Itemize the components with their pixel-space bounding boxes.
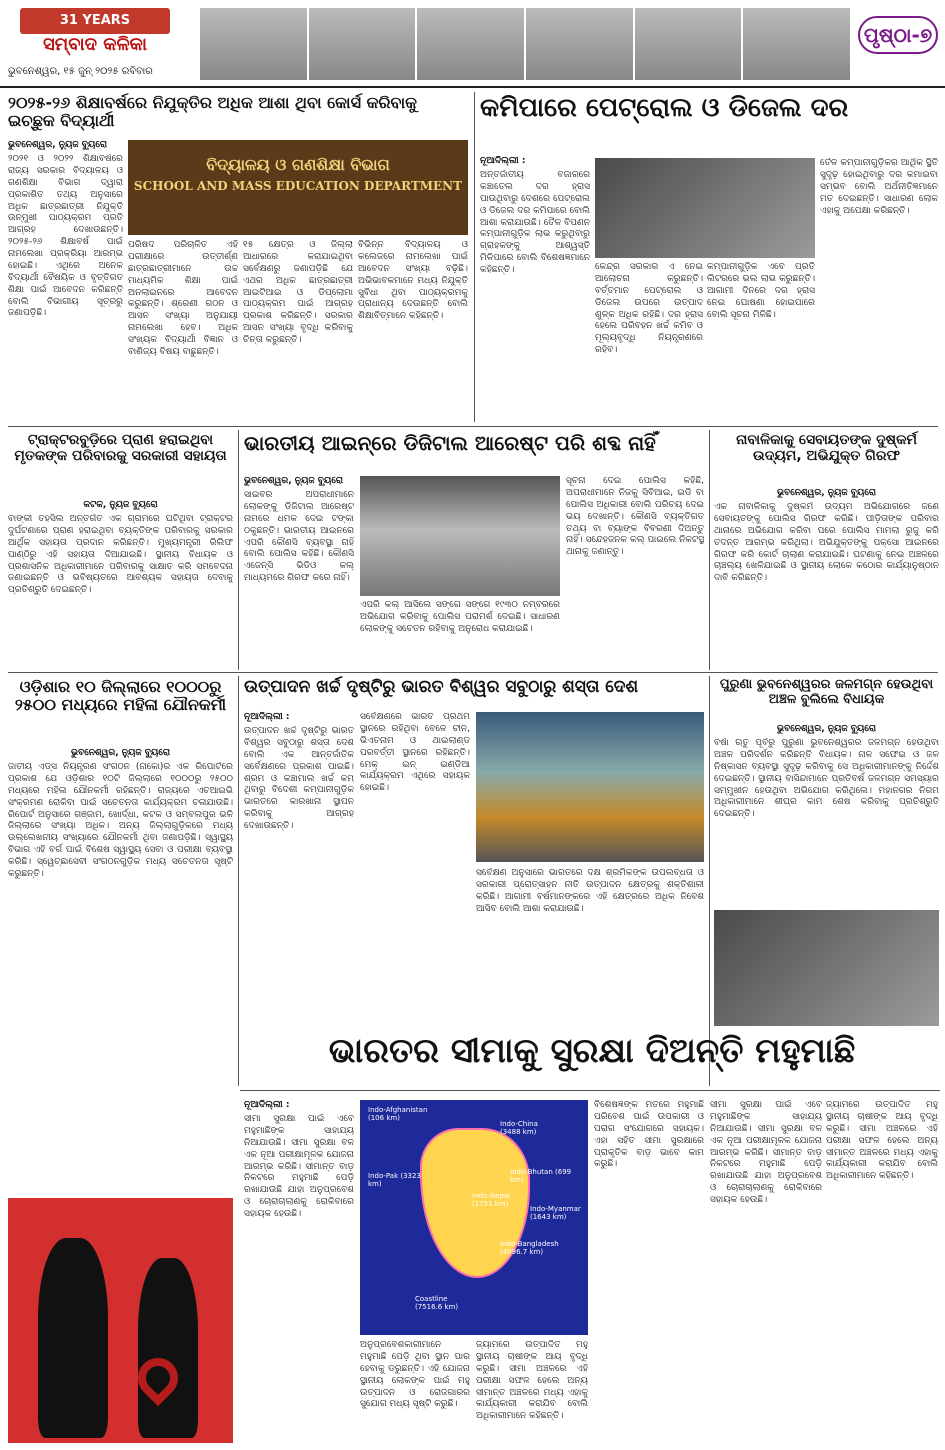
headline-sex-workers: ଓଡ଼ିଶାର ୧୦ ଜିଲ୍ଲାରେ ୧୦୦୦ରୁ ୨୫୦୦ ମଧ୍ୟରେ ମହିଳା ଯୌନକର୍ମୀ — [14, 677, 227, 715]
map-label: Indo-Pak (3323 km) — [368, 1172, 421, 1188]
article-body: ସର୍ବେକ୍ଷଣ ଅନୁସାରେ ଭାରତରେ ଦକ୍ଷ ଶ୍ରମିକଙ୍କ ଉପଲବ୍ଧତା ଓ ସରକାରୀ ପ୍ରୋତ୍ସାହନ ନୀତି ଉତ୍ପାଦନ କ୍ଷେତ୍ରକୁ ଶକ୍ତିଶାଳୀ କରିଛି। ଆଗାମୀ ବର୍ଷମାନଙ୍କରେ ଏହି କ୍ଷେତ୍ରରେ ଅଧିକ ନିବେଶ ଆସିବ ବୋଲି ଆଶା କରାଯାଉଛି। — [476, 868, 704, 914]
byline: କଟକ, ନ୍ୟୁଜ ବ୍ୟୁରୋ — [83, 500, 158, 510]
headline-bees-border: ଭାରତର ସୀମାକୁ ସୁରକ୍ଷା ଦିଅନ୍ତି ମହୁମାଛି — [328, 1031, 856, 1071]
byline: ଭୁବନେଶ୍ୱର, ନ୍ୟୁଜ ବ୍ୟୁରୋ — [70, 748, 170, 758]
newspaper-logo: ସମ୍ବାଦ କଳିକା — [43, 34, 147, 55]
article-body: ବର୍ଷା ଋତୁ ପୂର୍ବରୁ ପୁରୁଣା ଭୁବନେଶ୍ୱରର ଜଳମଗ୍ନ ହେଉଥିବା ଅଞ୍ଚଳ ପରିଦର୍ଶନ କରିଛନ୍ତି ବିଧାୟକ। ନାଳ ସଫେଇ ଓ ଜଳ ନିଷ୍କାସନ ବ୍ୟବସ୍ଥା ସୁଦୃଢ଼ କରିବାକୁ ସେ ଅଧିକାରୀମାନଙ୍କୁ ନିର୍ଦ୍ଦେଶ ଦେଇଛନ୍ତି। ସ୍ଥାନୀୟ ବାସିନ୍ଦାମାନେ ପ୍ରତିବର୍ଷ ଜଳମଗ୍ନ ସମସ୍ୟାର ସମ୍ମୁଖୀନ ହେଉଥିବା ଅଭିଯୋଗ କରିଥିଲେ। ମହାନଗର ନିଗମ ଅଧିକାରୀମାନେ ଶୀଘ୍ର କାମ ଶେଷ କରିବାକୁ ପ୍ରତିଶ୍ରୁତି ଦେଇଛନ୍ତି। — [714, 738, 939, 820]
dateline: ଭୁବନେଶ୍ୱର, ୧୫ ଜୁନ୍ ୨୦୨୫ ରବିବାର — [8, 66, 153, 77]
article-body: ସାଇବର ଅପରାଧୀମାନେ ଲୋକଙ୍କୁ ଡିଜିଟାଲ ଆରେଷ୍ଟ ନାମରେ ଧମକ ଦେଇ ଟଙ୍କା ଠକୁଛନ୍ତି। ଭାରତୀୟ ଆଇନରେ ଏପରି କୌଣସି ବ୍ୟବସ୍ଥା ନାହିଁ ବୋଲି ପୋଲିସ କହିଛି। କୌଣସି ଏଜେନ୍ସି ଭିଡିଓ କଲ୍ ମାଧ୍ୟମରେ ଗିରଫ କରେ ନାହିଁ। — [244, 490, 354, 584]
anniversary-ribbon: 31 YEARS — [20, 8, 170, 34]
article-body: ସୀମା ସୁରକ୍ଷା ପାଇଁ ଏବେ ମହୁମାଛିଙ୍କ ସାହାଯ୍ୟ ନିଆଯାଉଛି। ସୀମା ସୁରକ୍ଷା ବଳ ଏକ ନୂଆ ପରୀକ୍ଷାମୂଳକ ଯୋଜନା ଆରମ୍ଭ କରିଛି। ସୀମାନ୍ତ ବାଡ଼ ନିକଟରେ ମହୁମାଛି ପେଡ଼ି ରଖାଯାଉଛି ଯାହା ଅନୁପ୍ରବେଶ ଓ ଚୋରାଚାଲାଣକୁ ରୋକିବାରେ ସହାୟକ ହେଉଛି। — [710, 1100, 822, 1205]
sign-text-odia: ବିଦ୍ୟାଳୟ ଓ ଗଣଶିକ୍ଷା ବିଭାଗ — [206, 155, 390, 174]
article-body: ବିଶେଷଜ୍ଞଙ୍କ ମତରେ ମହୁମାଛି ପରିବେଶ ପାଇଁ ଉପକାରୀ ଓ ପରାଗ ସଂଯୋଗରେ ସହାୟକ। ଏହା ସହିତ ସୀମା ସୁରକ୍ଷାରେ ପ୍ରାକୃତିକ ବାଡ଼ ଭାବେ କାମ କରୁଛି। — [594, 1100, 704, 1170]
headline-digital-arrest: ଭାରତୀୟ ଆଇନ୍‌ରେ ଡିଜିଟାଲ ଆରେଷ୍ଟ ପରି ଶବ୍ଦ ନାହିଁ — [244, 431, 656, 455]
article-body: ସୂଚନା ଦେଇ ପୋଲିସ କହିଛି, ଅପରାଧୀମାନେ ନିଜକୁ ସିବିଆଇ, ଇଡି ବା ପୋଲିସ ଅଧିକାରୀ ବୋଲି ପରିଚୟ ଦେଇ ଭୟ ଦେଖାନ୍ତି। କୌଣସି ବ୍ୟକ୍ତିଗତ ତଥ୍ୟ ବା ବ୍ୟାଙ୍କ ବିବରଣୀ ଦିଅନ୍ତୁ ନାହିଁ। ସନ୍ଦେହଜନକ କଲ୍ ପାଇଲେ ନିକଟସ୍ଥ ଥାନାକୁ ଜଣାନ୍ତୁ। — [566, 476, 704, 558]
article-body: ବିଭିନ୍ନ ବିଦ୍ୟାଳୟ ଓ କଲେଜରେ ନାମଲେଖା ପାଇଁ ଆବେଦନ ସଂଖ୍ୟା ବଢ଼ିଛି। ଅଭିଭାବକମାନେ ମଧ୍ୟ ନିଯୁକ୍ତି ସୁବିଧା ଥିବା ପାଠ୍ୟକ୍ରମକୁ ପ୍ରାଧାନ୍ୟ ଦେଉଛନ୍ତି ବୋଲି ଶିକ୍ଷାବିତ୍ମାନେ କହିଛନ୍ତି। — [358, 240, 468, 322]
article-body: ଏପରି କଲ୍ ଆସିଲେ ସଙ୍ଗେ ସଙ୍ଗେ ୧୯୩୦ ନମ୍ବରରେ ଅଭିଯୋଗ କରିବାକୁ ପୋଲିସ ପରାମର୍ଶ ଦେଇଛି। ସାଧାରଣ ଲୋକଙ୍କୁ ସଚେତନ ରହିବାକୁ ଅନୁରୋଧ କରାଯାଇଛି। — [360, 600, 560, 634]
byline: ନୂଆଦିଲ୍ଲୀ : — [244, 712, 290, 722]
section-rule — [8, 426, 938, 427]
map-label: Coastline (7516.6 km) — [415, 1295, 459, 1311]
article-body: ତୈଳ କମ୍ପାନୀଗୁଡ଼ିକର ଆର୍ଥିକ ସ୍ଥିତି ସୁଦୃଢ଼ ହୋଇଥିବାରୁ ଦର କମାଇବା ସମ୍ଭବ ବୋଲି ଅର୍ଥନୀତିଜ୍ଞମାନେ ମତ ଦେଇଛନ୍ତି। ସାଧାରଣ ଲୋକ ଏହାକୁ ଅପେକ୍ଷା କରିଛନ୍ତି। — [820, 158, 938, 216]
byline: ଭୁବନେଶ୍ୱର, ନ୍ୟୁଜ ବ୍ୟୁରୋ — [776, 724, 876, 734]
article-body: ଏକ ନାବାଳିକାକୁ ଦୁଷ୍କର୍ମ ଉଦ୍ୟମ ଅଭିଯୋଗରେ ଜଣେ ସେବାୟତଙ୍କୁ ପୋଲିସ ଗିରଫ କରିଛି। ପୀଡ଼ିତାଙ୍କ ପରିବାର ଥାନାରେ ଅଭିଯୋଗ କରିବା ପରେ ପୋଲିସ ମାମଲା ରୁଜୁ କରି ତଦନ୍ତ ଆରମ୍ଭ କରିଥିଲା। ଅଭିଯୁକ୍ତଙ୍କୁ ପକ୍ସୋ ଆଇନରେ ଗିରଫ କରି କୋର୍ଟ ଚାଲାଣ କରାଯାଇଛି। ଘଟଣାକୁ ନେଇ ଅଞ୍ଚଳରେ ଚାଞ୍ଚଲ୍ୟ ଖେଳିଯାଇଛି ଓ ସ୍ଥାନୀୟ ଲୋକେ କଠୋର କାର୍ଯ୍ୟାନୁଷ୍ଠାନ ଦାବି କରିଛନ୍ତି। — [714, 502, 939, 584]
silhouette-figure — [138, 1258, 198, 1438]
headline-manufacturing-cost: ଉତ୍ପାଦନ ଖର୍ଚ୍ଚ ଦୃଷ୍ଟିରୁ ଭାରତ ବିଶ୍ୱର ସବୁଠାରୁ ଶସ୍ତା ଦେଶ — [244, 677, 639, 697]
temple-photo — [200, 8, 307, 80]
column-rule — [238, 430, 239, 670]
article-body: ଉତ୍ପାଦନ ଖର୍ଚ୍ଚ ଦୃଷ୍ଟିରୁ ଭାରତ ବିଶ୍ୱର ସବୁଠାରୁ ଶସ୍ତା ଦେଶ ବୋଲି ଏକ ଆନ୍ତର୍ଜାତିକ ସର୍ବେକ୍ଷଣରେ ପ୍ରକାଶ ପାଇଛି। ଶ୍ରମ ଓ କଞ୍ଚାମାଲ ଖର୍ଚ୍ଚ କମ୍ ଥିବାରୁ ବିଦେଶୀ କମ୍ପାନୀଗୁଡ଼ିକ ଭାରତରେ କାରଖାନା ସ୍ଥାପନ କରିବାକୁ ଆଗ୍ରହ ଦେଖାଉଛନ୍ତି। — [244, 726, 354, 831]
school-department-sign-image — [128, 140, 468, 235]
section-rule — [8, 672, 938, 673]
article-body: ପରିଷଦ ପରିଚାଳିତ ଏହି ପରୀକ୍ଷାରେ ଉତ୍ତୀର୍ଣ୍ଣ ଛାତ୍ରଛାତ୍ରୀମାନେ ଉଚ୍ଚ ମାଧ୍ୟମିକ ଶିକ୍ଷା ପାଇଁ ଅନଲାଇନରେ ଆବେଦନ କରୁଛନ୍ତି। ଶ୍ରେଣୀ ଗଠନ ଓ ଆସନ ସଂଖ୍ୟା ଅନୁଯାୟୀ ନାମଲେଖା ହେବ। ଅଧିକ ସଂଖ୍ୟକ ବିଦ୍ୟାର୍ଥୀ ବିଜ୍ଞାନ ଓ ବାଣିଜ୍ୟ ବିଷୟ ବାଛୁଛନ୍ତି। — [128, 240, 238, 357]
map-label: Indo-Myanmar (1643 km) — [530, 1205, 581, 1221]
silhouette-figure — [38, 1238, 108, 1438]
map-label: Indo-China (3488 km) — [500, 1120, 538, 1136]
petrol-pump-image — [595, 158, 815, 258]
map-label: Indo-Bhutan (699 km) — [510, 1168, 572, 1184]
children-photo — [417, 8, 524, 80]
article-body: ଅନ୍ତର୍ଜାତୀୟ ବଜାରରେ କଞ୍ଚାତେଲ ଦର ହ୍ରାସ ପାଉଥିବାରୁ ଦେଶରେ ପେଟ୍ରୋଲ ଓ ଡିଜେଲ ଦର କମିପାରେ ବୋଲି ଆଶା କରାଯାଉଛି। ତୈଳ ବିପଣନ କମ୍ପାନୀଗୁଡ଼ିକ ଲାଭ କରୁଥିବାରୁ ଗ୍ରାହକଙ୍କୁ ଆଶ୍ୱସ୍ତି ମିଳିପାରେ ବୋଲି ବିଶେଷଜ୍ଞମାନେ କହିଛନ୍ତି। — [480, 170, 590, 275]
awareness-illustration — [8, 1198, 233, 1443]
headline-minor-assault: ନାବାଳିକାକୁ ସେବାୟତଙ୍କ ଦୁଷ୍କର୍ମ ଉଦ୍ୟମ, ଅଭିଯୁକ୍ତ ଗିରଫ — [736, 432, 917, 465]
article-body: ଜାତୀୟ ଏଡ୍‌ସ ନିୟନ୍ତ୍ରଣ ସଂଗଠନ (ନାକୋ)ର ଏକ ରିପୋର୍ଟରେ ପ୍ରକାଶ ଯେ ଓଡ଼ିଶାର ୧୦ଟି ଜିଲ୍ଲାରେ ୧୦୦୦ରୁ ୨୫୦୦ ମଧ୍ୟରେ ମହିଳା ଯୌନକର୍ମୀ ରହିଛନ୍ତି। ରାଜ୍ୟରେ ଏଚଆଇଭି ସଂକ୍ରମଣ ରୋକିବା ପାଇଁ ସଚେତନତା କାର୍ଯ୍ୟକ୍ରମ ଚଳାଯାଉଛି। ରିପୋର୍ଟ ଅନୁସାରେ ଗଞ୍ଜାମ, ଖୋର୍ଦ୍ଧା, କଟକ ଓ ସମ୍ବଲପୁର ଭଳି ଜିଲ୍ଲାରେ ସଂଖ୍ୟା ଅଧିକ। ଅନ୍ୟ ଜିଲ୍ଲାଗୁଡ଼ିକରେ ମଧ୍ୟ ଉଲ୍ଲେଖନୀୟ ସଂଖ୍ୟାରେ ଯୌନକର୍ମୀ ଥିବା ଜଣାପଡ଼ିଛି। ସ୍ୱାସ୍ଥ୍ୟ ବିଭାଗ ଏହି ବର୍ଗ ପାଇଁ ବିଶେଷ ସ୍ୱାସ୍ଥ୍ୟ ସେବା ଓ ପରୀକ୍ଷା ବ୍ୟବସ୍ଥା କରିଛି। ସ୍ୱେଚ୍ଛାସେବୀ ସଂଗଠନଗୁଡ଼ିକ ମଧ୍ୟ ସଚେତନତା ସୃଷ୍ଟି କରୁଛନ୍ତି। — [8, 762, 233, 879]
handcuffs-image — [360, 476, 560, 596]
article-body: ସୀମା ସୁରକ୍ଷା ପାଇଁ ଏବେ ମହୁମାଛିଙ୍କ ସାହାଯ୍ୟ ନିଆଯାଉଛି। ସୀମା ସୁରକ୍ଷା ବଳ ଏକ ନୂଆ ପରୀକ୍ଷାମୂଳକ ଯୋଜନା ଆରମ୍ଭ କରିଛି। ସୀମାନ୍ତ ବାଡ଼ ନିକଟରେ ମହୁମାଛି ପେଡ଼ି ରଖାଯାଉଛି ଯାହା ଅନୁପ୍ରବେଶ ଓ ଚୋରାଚାଲାଣକୁ ରୋକିବାରେ ସହାୟକ ହେଉଛି। — [244, 1114, 354, 1219]
map-label: Indo-Afghanistan (106 km) — [368, 1106, 428, 1122]
article-body: ସର୍ବେକ୍ଷଣରେ ଭାରତ ପ୍ରଥମ ସ୍ଥାନରେ ରହିଥିବା ବେଳେ ଚୀନ, ଭିଏତନାମ ଓ ଥାଇଲାଣ୍ଡ ପରବର୍ତ୍ତୀ ସ୍ଥାନରେ ରହିଛନ୍ତି। ମେକ୍ ଇନ୍ ଇଣ୍ଡିଆ କାର୍ଯ୍ୟକ୍ରମ ଏଥିରେ ସହାୟକ ହୋଇଛି। — [360, 712, 470, 794]
section-rule — [240, 1090, 940, 1091]
india-border-map — [360, 1100, 588, 1335]
article-body: ୨୦୨୧ ଓ ୨୦୨୨ ଶିକ୍ଷାବର୍ଷରେ ରାଜ୍ୟ ସରକାର ବିଦ୍ୟାଳୟ ଓ ଗଣଶିକ୍ଷା ବିଭାଗ ଦ୍ୱାରା ପ୍ରକାଶିତ ତଥ୍ୟ ଅନୁସାରେ ଅଧିକ ଛାତ୍ରଛାତ୍ରୀ ନିଯୁକ୍ତି ଉନ୍ମୁଖୀ ପାଠ୍ୟକ୍ରମ ପ୍ରତି ଆଗ୍ରହ ଦେଖାଉଛନ୍ତି। ୨୦୨୫-୨୬ ଶିକ୍ଷାବର୍ଷ ପାଇଁ ନାମଲେଖା ପ୍ରକ୍ରିୟା ଆରମ୍ଭ ହୋଇଛି। ଏଥିରେ ଅନେକ ବିଦ୍ୟାର୍ଥୀ ବୈଷୟିକ ଓ ବୃତ୍ତିଗତ ଶିକ୍ଷା ପାଇଁ ଆବେଦନ କରିଛନ୍ତି ବୋଲି ବିଭାଗୀୟ ସୂତ୍ରରୁ ଜଣାପଡ଼ିଛି। — [8, 154, 123, 319]
column-rule — [238, 676, 239, 1086]
column-rule — [709, 676, 710, 1086]
article-body: ଅନୁପ୍ରବେଶକାରୀମାନେ ମହୁମାଛି ପେଡ଼ି ଥିବା ସ୍ଥାନ ପାର ହେବାକୁ ଡରୁଛନ୍ତି। ଏହି ଯୋଜନା ସ୍ଥାନୀୟ ଲୋକଙ୍କ ପାଇଁ ମହୁ ଉତ୍ପାଦନ ଓ ରୋଜଗାରର ସୁଯୋଗ ମଧ୍ୟ ସୃଷ୍ଟି କରୁଛି। — [360, 1340, 470, 1410]
map-label: Indo-Bangladesh (4096.7 km) — [500, 1240, 559, 1256]
article-body: କେନ୍ଦ୍ର ସରକାର ଏ ନେଇ ଆଲୋଚନା କରୁଛନ୍ତି। ବର୍ତ୍ତମାନ ପେଟ୍ରୋଲ ଓ ଡିଜେଲ ଉପରେ ଉତ୍ପାଦ ଶୁଳ୍କ ଅଧିକ ରହିଛି। ଦର ହ୍ରାସ ହେଲେ ପରିବହନ ଖର୍ଚ୍ଚ କମିବ ଓ ମୂଲ୍ୟବୃଦ୍ଧି ନିୟନ୍ତ୍ରଣରେ ରହିବ। — [595, 262, 703, 356]
mla-visit-image — [714, 910, 939, 1026]
article-body: ୧୫ କ୍ଷେତ୍ର ଓ ଜିଲ୍ଲା ଆଧାରରେ କରାଯାଇଥିବା ସର୍ବେକ୍ଷଣରୁ ଜଣାପଡ଼ିଛି ଯେ ଏଥର ଅଧିକ ଛାତ୍ରଛାତ୍ରୀ ଆଇଟିଆଇ ଓ ଡିପ୍ଲୋମା ପାଠ୍ୟକ୍ରମ ପାଇଁ ଆଗ୍ରହ ପ୍ରକାଶ କରିଛନ୍ତି। ସରକାର ଆସନ ସଂଖ୍ୟା ବୃଦ୍ଧି କରିବାକୁ ଚିନ୍ତା କରୁଛନ୍ତି। — [243, 240, 353, 345]
map-label: Indo-Nepal (1751 km) — [472, 1192, 511, 1208]
column-rule — [474, 92, 475, 422]
article-body: ଜ୍ୟାମରେ ଉତ୍ପାଦିତ ମହୁ ସ୍ଥାନୀୟ ଚାଷୀଙ୍କ ଆୟ ବୃଦ୍ଧି କରୁଛି। ସୀମା ଅଞ୍ଚଳରେ ଏହି ପରୀକ୍ଷା ସଫଳ ହେଲେ ଅନ୍ୟ ସୀମାନ୍ତ ଅଞ୍ଚଳରେ ମଧ୍ୟ ଏହାକୁ କାର୍ଯ୍ୟକାରୀ କରାଯିବ ବୋଲି ଅଧିକାରୀମାନେ କହିଛନ୍ତି। — [826, 1100, 938, 1182]
masthead — [0, 0, 945, 88]
byline: ଭୁବନେଶ୍ୱର, ନ୍ୟୁଜ ବ୍ୟୁରୋ — [244, 476, 344, 486]
women-photo — [635, 8, 742, 80]
headline-waterlogging-visit: ପୁରୁଣା ଭୁବନେଶ୍ୱରର ଜଳମଗ୍ନ ହେଉଥିବା ଅଞ୍ଚଳ ବୁଲିଲେ ବିଧାୟକ — [719, 677, 934, 707]
monument-photo — [743, 8, 850, 80]
column-rule — [709, 430, 710, 670]
byline: ନୂଆଦିଲ୍ଲୀ : — [244, 1100, 290, 1110]
headline-tractor-accident: ଟ୍ରାକ୍ଟରବୁଡ଼ିରେ ପ୍ରାଣ ହରାଇଥିବା ମୃତକଙ୍କ ପରିବାରକୁ ସରକାରୀ ସହାୟତା — [14, 432, 227, 465]
crowd-photo — [309, 8, 416, 80]
masthead-photo-strip — [200, 8, 850, 80]
article-body: ଜ୍ୟାମରେ ଉତ୍ପାଦିତ ମହୁ ସ୍ଥାନୀୟ ଚାଷୀଙ୍କ ଆୟ ବୃଦ୍ଧି କରୁଛି। ସୀମା ଅଞ୍ଚଳରେ ଏହି ପରୀକ୍ଷା ସଫଳ ହେଲେ ଅନ୍ୟ ସୀମାନ୍ତ ଅଞ୍ଚଳରେ ମଧ୍ୟ ଏହାକୁ କାର୍ଯ୍ୟକାରୀ କରାଯିବ ବୋଲି ଅଧିକାରୀମାନେ କହିଛନ୍ତି। — [476, 1340, 588, 1422]
page-number: ପୃଷ୍ଠା-୭ — [858, 16, 938, 54]
byline: ଭୁବନେଶ୍ୱର, ନ୍ୟୁଜ ବ୍ୟୁରୋ — [8, 140, 108, 150]
factory-assembly-image — [476, 712, 704, 862]
article-body: କମ୍ପାନୀଗୁଡ଼ିକ ଏବେ ପ୍ରତି ଲିଟରରେ ଭଲ ଲାଭ କରୁଛନ୍ତି। ଆଗାମୀ ଦିନରେ ଦର ହ୍ରାସ ନେଇ ଘୋଷଣା ହୋଇପାରେ ବୋଲି ସୂଚନା ମିଳିଛି। — [707, 262, 815, 320]
sign-text-english: SCHOOL AND MASS EDUCATION DEPARTMENT — [133, 179, 463, 194]
byline: ନୂଆଦିଲ୍ଲୀ : — [480, 156, 526, 166]
rangoli-photo — [526, 8, 633, 80]
article-body: ବାଙ୍କୀ ତହସିଲ ଅନ୍ତର୍ଗତ ଏକ ଗ୍ରାମରେ ଘଟିଥିବା ଟ୍ରାକ୍ଟର ଦୁର୍ଘଟଣାରେ ପ୍ରାଣ ହରାଇଥିବା ବ୍ୟକ୍ତିଙ୍କ ପରିବାରକୁ ସରକାର ଆର୍ଥିକ ସହାୟତା ପ୍ରଦାନ କରିଛନ୍ତି। ମୁଖ୍ୟମନ୍ତ୍ରୀ ରିଲିଫ ପାଣ୍ଠିରୁ ଏହି ସହାୟତା ଦିଆଯାଇଛି। ସ୍ଥାନୀୟ ବିଧାୟକ ଓ ପ୍ରଶାସନିକ ଅଧିକାରୀମାନେ ପରିବାରକୁ ସାକ୍ଷାତ କରି ସମବେଦନା ଜଣାଇଛନ୍ତି ଓ ଭବିଷ୍ୟତରେ ଆବଶ୍ୟକ ସହାୟତା ଦେବାକୁ ପ୍ରତିଶ୍ରୁତି ଦେଇଛନ୍ତି। — [8, 514, 233, 596]
headline-education-courses: ୨୦୨୫-୨୬ ଶିକ୍ଷାବର୍ଷରେ ନିଯୁକ୍ତିର ଅଧିକ ଆଶା ଥିବା କୋର୍ସ କରିବାକୁ ଇଚ୍ଛୁକ ବିଦ୍ୟାର୍ଥୀ — [8, 93, 417, 131]
headline-fuel-price: କମିପାରେ ପେଟ୍ରୋଲ ଓ ଡିଜେଲ ଦର — [480, 93, 849, 123]
byline: ଭୁବନେଶ୍ୱର, ନ୍ୟୁଜ ବ୍ୟୁରୋ — [776, 488, 876, 498]
